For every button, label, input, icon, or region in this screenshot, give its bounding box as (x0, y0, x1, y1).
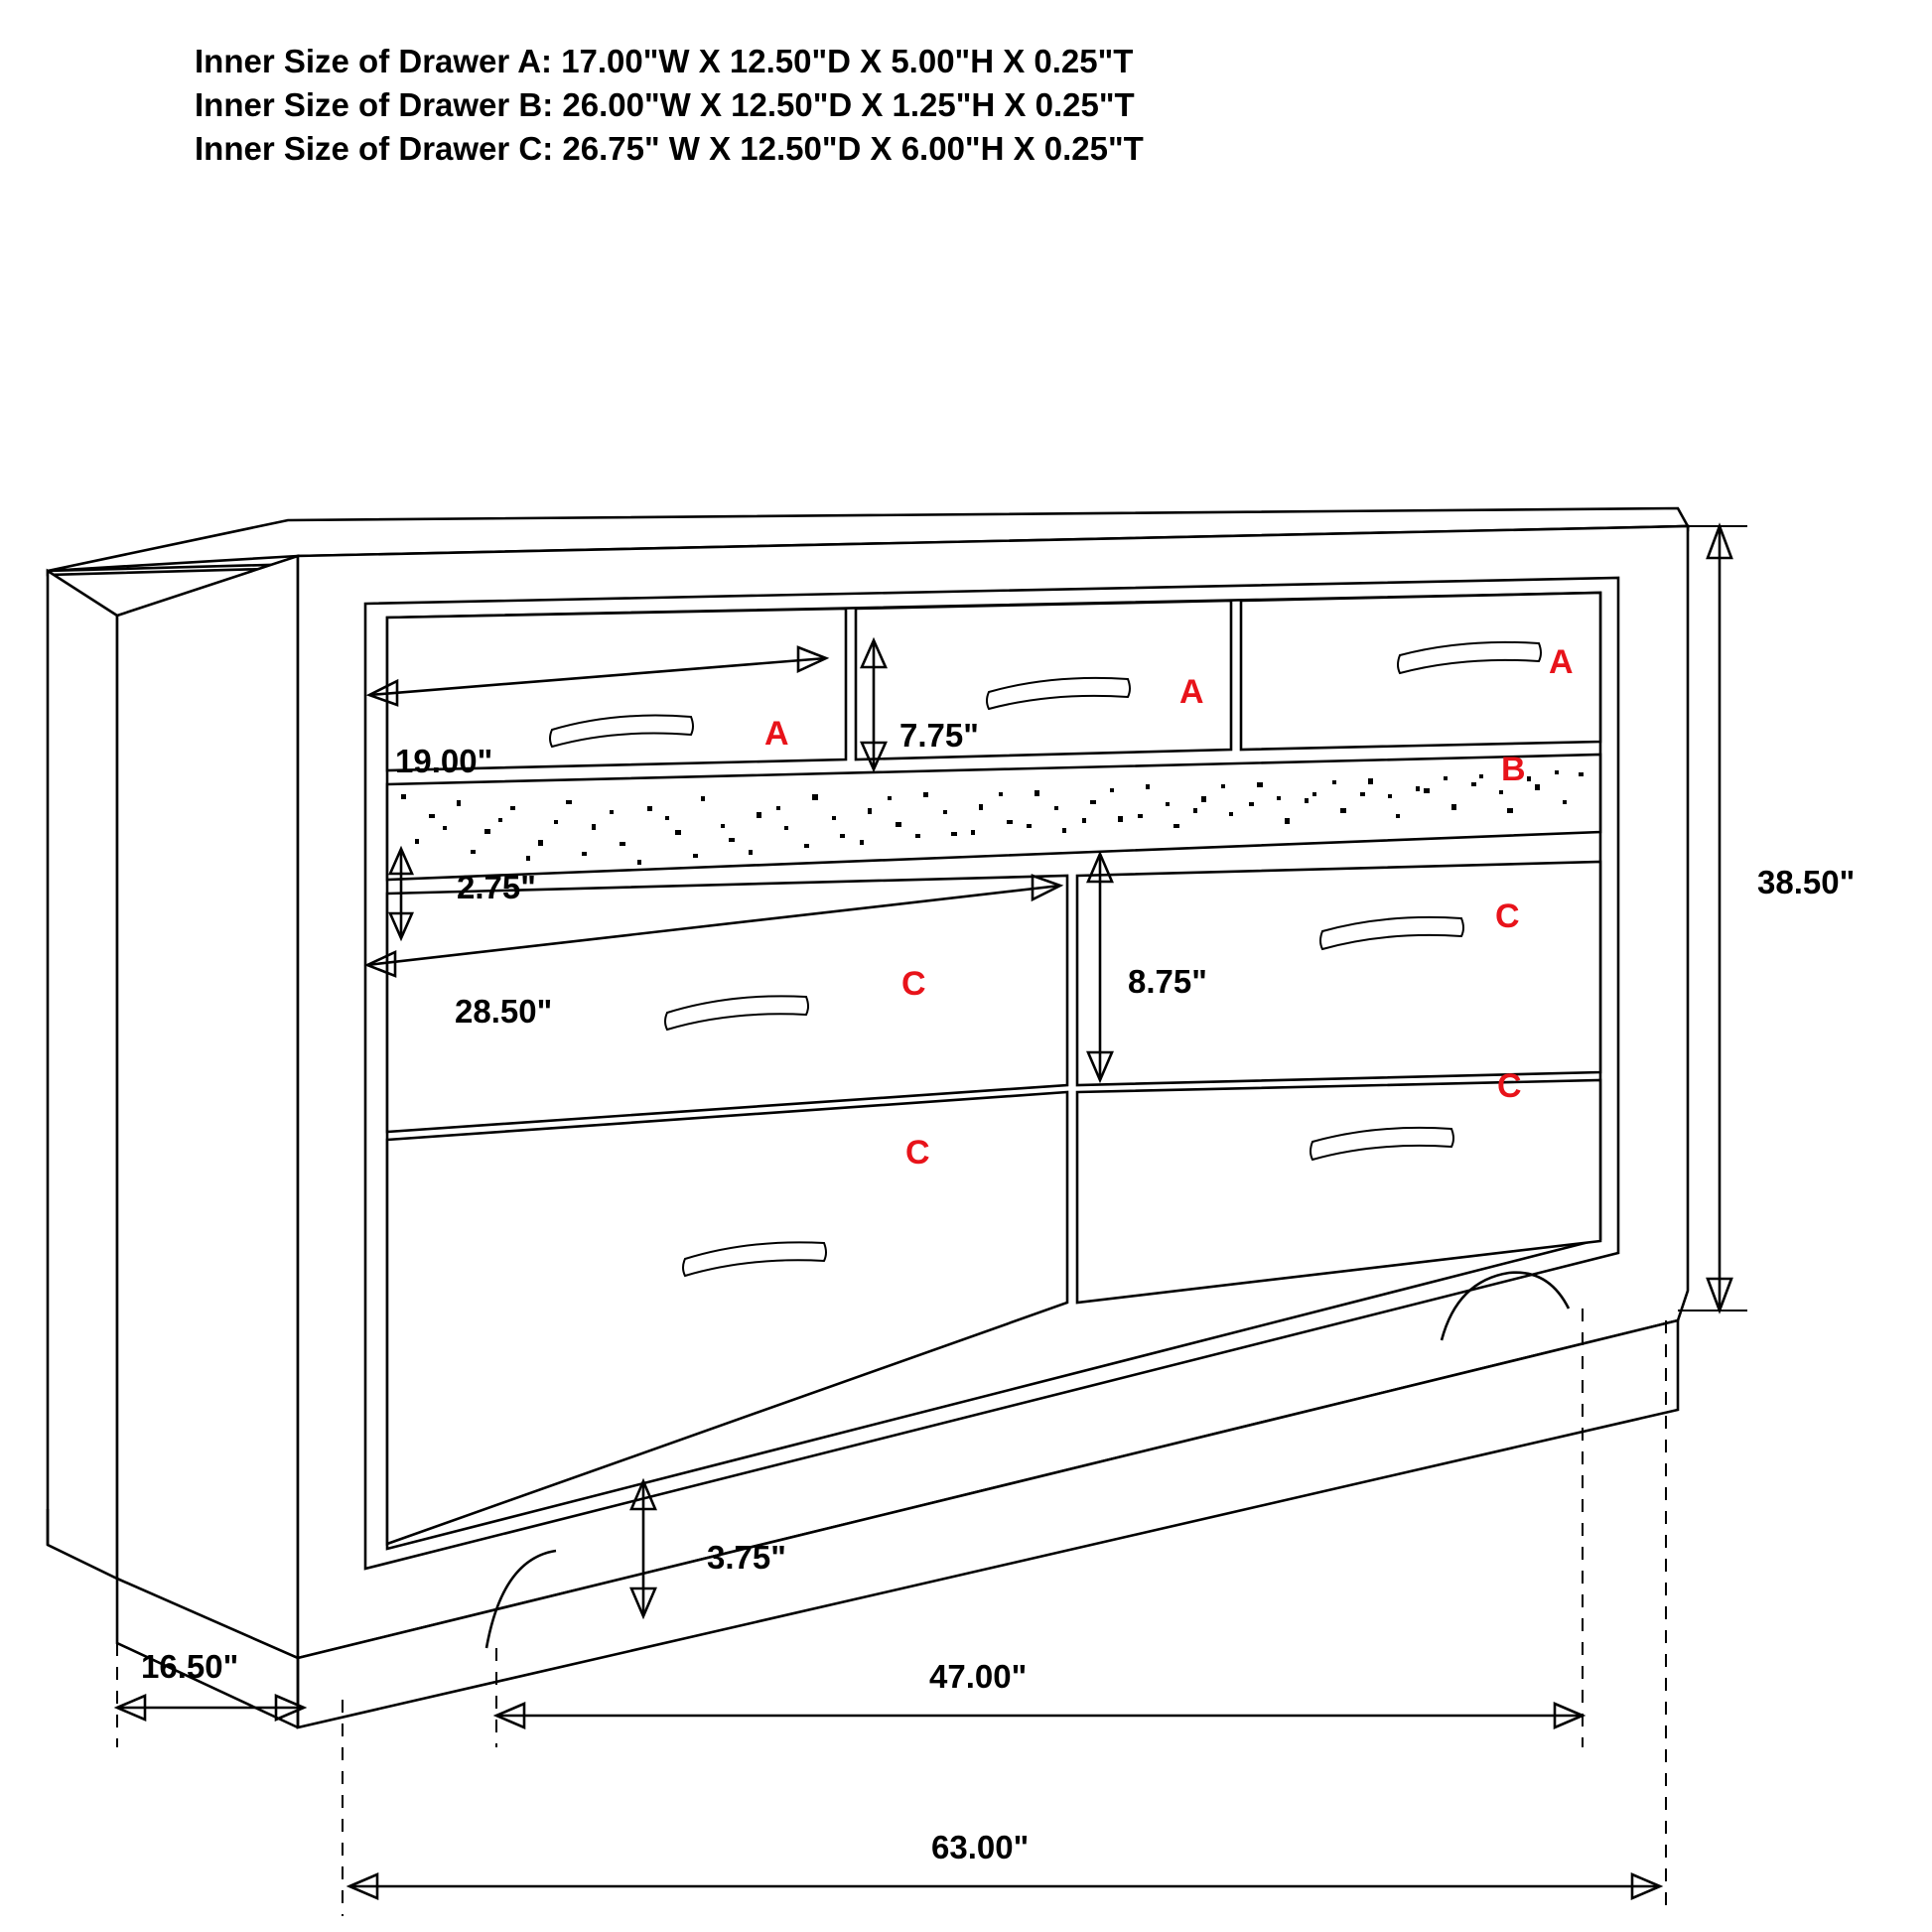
spec-line-drawer-a: Inner Size of Drawer A: 17.00"W X 12.50"D X 5.00"H X 0.25"T (195, 43, 1134, 79)
label-drawer-a3: A (1549, 643, 1574, 681)
label-drawer-b1: B (1501, 751, 1526, 788)
dim-label-875: 8.75" (1128, 963, 1207, 1000)
label-drawer-c3: C (905, 1134, 930, 1172)
dim-label-375: 3.75" (707, 1539, 786, 1576)
spec-line-drawer-c: Inner Size of Drawer C: 26.75" W X 12.50"D X 6.00"H X 0.25"T (195, 130, 1144, 168)
label-drawer-a1: A (764, 715, 789, 753)
dim-label-275: 2.75" (457, 869, 536, 905)
dim-label-1650: 16.50" (141, 1648, 239, 1685)
dim-base-width (496, 1658, 1583, 1727)
label-drawer-a2: A (1179, 673, 1204, 711)
label-drawer-c4: C (1497, 1067, 1522, 1105)
dim-label-2850: 28.50" (455, 993, 553, 1030)
label-drawer-c1: C (901, 965, 926, 1003)
dim-overall-height (1678, 526, 1855, 1311)
dim-label-19: 19.00" (395, 743, 493, 779)
dim-label-775: 7.75" (899, 717, 979, 754)
dim-label-4700: 47.00" (929, 1658, 1028, 1695)
drawer-row-a (387, 593, 1600, 770)
label-drawer-c2: C (1495, 897, 1520, 935)
dim-label-6300: 63.00" (931, 1829, 1030, 1865)
spec-line-drawer-b: Inner Size of Drawer B: 26.00"W X 12.50"D X 1.25"H X 0.25"T (195, 86, 1135, 124)
dim-label-3850: 38.50" (1757, 864, 1856, 900)
dim-overall-width (349, 1829, 1660, 1898)
dim-depth (117, 1648, 304, 1720)
drawer-a3 (1241, 593, 1600, 750)
